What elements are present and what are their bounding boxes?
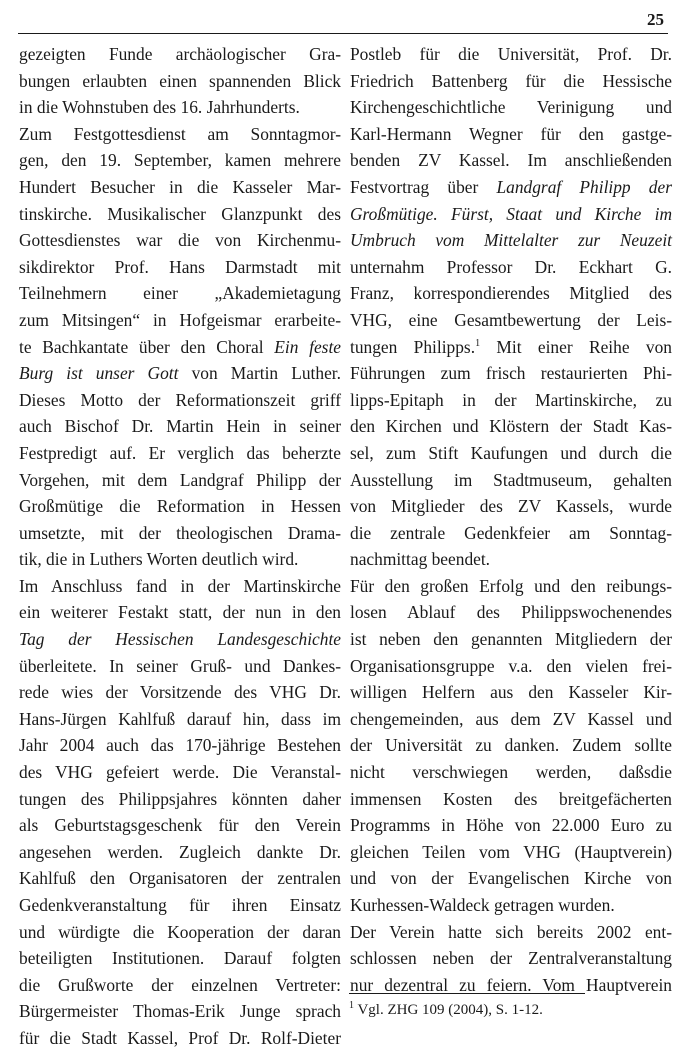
text-line [19,147,341,174]
text-line [350,334,672,361]
line-text: Jahr 2004 auch das 170-jährige Bestehen [19,735,341,756]
line-text: willigen Helfern aus den Kasseler Kir- [350,682,672,703]
line-text: immensen Kosten des breitgefächerten [350,788,672,809]
text-line [19,759,341,786]
text-line [350,732,672,759]
text-line [19,41,341,68]
text-line [350,839,672,866]
text-line [350,41,672,68]
right-column [350,41,672,998]
line-text: überleitete. In seiner Gruß- und Dankes- [19,655,341,676]
line-text: Zum Festgottesdienst am Sonntagmor- [19,123,341,144]
line-text: Programms in Höhe von 22.000 Euro zu [350,815,672,836]
text-line [350,280,672,307]
line-text: schlossen neben der Zentralveranstaltung [350,948,672,969]
line-text: nur dezentral zu feiern. Vom Hauptverein [350,974,672,995]
text-line [350,307,672,334]
left-column [19,41,341,1052]
text-line [350,573,672,600]
italic-title-text: Ein feste [274,336,341,357]
text-line [19,573,341,600]
text-line [19,334,341,361]
text-line [350,599,672,626]
line-text: gen, den 19. September, kamen mehrere [19,150,341,171]
line-text: Führungen zum frisch restaurierten Phi- [350,363,672,384]
text-line [350,387,672,414]
text-line [19,998,341,1025]
italic-title-text: Großmütige. Fürst, Staat und Kirche im [350,203,672,224]
text-line [350,919,672,946]
line-text: in die Wohnstuben des 16. Jahrhunderts. [19,97,300,118]
text-line [19,626,341,653]
line-text: benden ZV Kassel. Im anschließenden [350,150,672,171]
text-line [350,174,672,201]
italic-title-text: Umbruch vom Mittelalter zur Neuzeit [350,230,672,251]
line-text: zum Mitsingen“ in Hofgeismar erarbeite- [19,309,341,330]
text-line [350,94,672,121]
line-text: ist neben den genannten Mitgliedern der [350,629,672,650]
text-line [19,413,341,440]
line-text: Gottesdienstes war die von Kirchenmu- [19,230,341,251]
line-text: sikdirektor Prof. Hans Darmstadt mit [19,256,341,277]
line-text: Für den großen Erfolg und den reibungs- [350,575,672,596]
text-line [350,865,672,892]
text-line [19,546,341,573]
line-text: die zentrale Gedenkfeier am Sonntag- [350,522,672,543]
text-line [19,174,341,201]
text-line [19,1025,341,1052]
text-line [350,812,672,839]
line-text: den Kirchen und Klöstern der Stadt Kas- [350,416,672,437]
text-line [19,201,341,228]
line-text: chengemeinden, aus dem ZV Kassel und [350,708,672,729]
text-line [350,520,672,547]
line-text: ein weiterer Festakt statt, der nun in den [19,602,341,623]
line-text: tik, die in Luthers Worten deutlich wird. [19,549,299,570]
line-text: unternahm Professor Dr. Eckhart G. [350,256,672,277]
text-line [350,121,672,148]
text-line [19,919,341,946]
line-text: losen Ablauf des Philippswochenendes [350,602,672,623]
text-line [19,706,341,733]
line-text: lipps-Epitaph in der Martinskirche, zu [350,389,672,410]
text-line [19,280,341,307]
text-line [350,227,672,254]
text-line [350,546,672,573]
line-text: Organisationsgruppe v.a. den vielen frei- [350,655,672,676]
line-text: Hundert Besucher in die Kasseler Mar- [19,176,341,197]
line-text: Kurhessen-Waldeck getragen wurden. [350,895,615,915]
italic-title-text: Burg ist unser Gott [19,363,179,384]
line-text: Festpredigt auf. Er verglich das beherzte [19,442,341,463]
line-text: beteiligten Institutionen. Darauf folgten [19,948,341,969]
header-rule [18,33,668,34]
text-line [19,227,341,254]
text-line [19,307,341,334]
text-line [19,440,341,467]
text-line [350,706,672,733]
footnote-marker: 1 [349,1000,354,1011]
line-text: Mit einer Reihe von [480,336,672,357]
line-text: von Martin Luther. [178,363,341,384]
line-text: Karl-Hermann Wegner für den gastge- [350,123,672,144]
text-line [19,945,341,972]
line-text: Postleb für die Universität, Prof. Dr. [350,44,672,64]
line-text: Ausstellung im Stadtmuseum, gehalten [350,469,672,490]
footnote [349,1000,669,1020]
line-text: gezeigten Funde archäologischer Gra- [19,44,341,64]
text-line [19,121,341,148]
line-text: Festvortrag über [350,176,497,197]
text-line [19,972,341,999]
text-line [350,653,672,680]
text-line [350,493,672,520]
text-line [350,759,672,786]
line-text: für die Stadt Kassel, Prof Dr. Rolf-Dieter [19,1027,341,1048]
line-text: umsetzte, mit der theologischen Drama- [19,522,341,543]
line-text: Gedenkveranstaltung für ihren Einsatz [19,895,341,915]
text-line [350,254,672,281]
text-line [350,786,672,813]
line-text: gleichen Teilen vom VHG (Hauptverein) [350,841,672,862]
text-line [19,892,341,919]
text-line [19,679,341,706]
line-text: als Geburtstagsgeschenk für den Verein [19,815,341,836]
text-line [350,626,672,653]
text-line [19,865,341,892]
text-line [350,360,672,387]
line-text: tungen des Philippsjahres könnten daher [19,788,341,809]
text-line [19,254,341,281]
text-line [350,892,672,919]
line-text: tinskirche. Musikalischer Glanzpunkt des [19,203,341,224]
footnote-text: Vgl. ZHG 109 (2004), S. 1-12. [354,1002,543,1018]
text-line [19,653,341,680]
line-text: tungen Philipps. [350,336,476,357]
text-line [19,812,341,839]
text-line [19,839,341,866]
text-line [19,387,341,414]
line-text: nachmittag beendet. [350,549,491,570]
italic-title-text: Landgraf Philipp der [496,176,672,197]
text-line [19,786,341,813]
line-text: Teilnehmern einer „Akademietagung [19,283,341,304]
line-text: Der Verein hatte sich bereits 2002 ent- [350,921,672,942]
text-line [350,413,672,440]
text-line [19,493,341,520]
line-text: sel, zum Stift Kaufungen und durch die [350,442,672,463]
line-text: VHG, eine Gesamtbewertung der Leis- [350,309,672,330]
text-line [19,68,341,95]
line-text: Kirchengeschichtliche Verinigung und [350,97,672,118]
line-text: Großmütige die Reformation in Hessen [19,496,341,517]
text-line [19,520,341,547]
line-text: von Mitglieder des ZV Kassels, wurde [350,496,672,517]
line-text: Hans-Jürgen Kahlfuß darauf hin, dass im [19,708,341,729]
line-text: te Bachkantate über den Choral [19,336,275,357]
line-text: angesehen werden. Zugleich dankte Dr. [19,841,341,862]
footnote-reference: 1 [475,337,481,349]
line-text: der Universität zu danken. Zudem sollte [350,735,672,756]
text-line [19,467,341,494]
page-number: 25 [647,10,664,29]
line-text: bungen erlaubten einen spannenden Blick [19,70,341,91]
text-line [350,440,672,467]
line-text: auch Bischof Dr. Martin Hein in seiner [19,416,341,437]
line-text: Franz, korrespondierendes Mitglied des [350,283,672,304]
text-line [350,972,672,999]
line-text: Im Anschluss fand in der Martinskirche [19,575,341,596]
text-line [19,599,341,626]
line-text: und würdigte die Kooperation der daran [19,921,341,942]
line-text: und von der Evangelischen Kirche von [350,868,672,889]
line-text: rede wies der Vorsitzende des VHG Dr. [19,682,341,703]
text-line [19,94,341,121]
line-text: Bürgermeister Thomas-Erik Junge sprach [19,1001,341,1022]
line-text: Friedrich Battenberg für die Hessische [350,70,672,91]
italic-title-text: Tag der Hessischen Landesgeschichte [19,629,341,650]
text-line [350,147,672,174]
line-text: Vorgehen, mit dem Landgraf Philipp der [19,469,341,490]
line-text: Kahlfuß den Organisatoren der zentralen [19,868,341,889]
line-text: des VHG gefeiert werde. Die Veranstal- [19,762,341,783]
text-line [19,732,341,759]
text-line [350,68,672,95]
text-line [350,201,672,228]
text-line [350,679,672,706]
line-text: nicht verschwiegen werden, daßsdie [350,762,672,783]
text-line [350,945,672,972]
text-line [350,467,672,494]
text-line [19,360,341,387]
line-text: die Grußworte der einzelnen Vertreter: [19,974,341,995]
line-text: Dieses Motto der Reformationszeit griff [19,389,341,410]
footnote-rule [349,993,585,994]
